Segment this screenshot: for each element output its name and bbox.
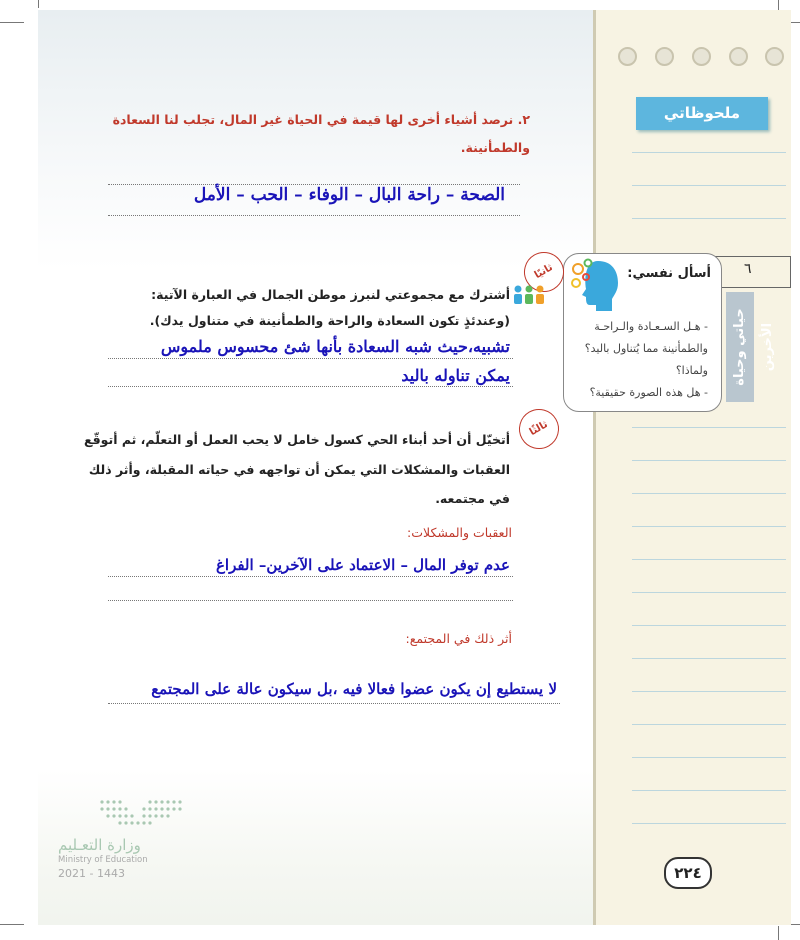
binder-hole	[692, 47, 711, 66]
obstacles-label: العقبات والمشكلات:	[407, 525, 512, 540]
notebook-line	[632, 427, 786, 428]
notebook-line	[632, 724, 786, 725]
effect-answer: لا يستطيع إن يكون عضوا فعالا فيه ،بل سيكون عالة على المجتمع	[151, 680, 557, 698]
binder-hole	[618, 47, 637, 66]
notebook-line	[632, 757, 786, 758]
notebook-line	[632, 592, 786, 593]
obstacles-answer: عدم توفر المال – الاعتماد على الآخرين– الفراغ	[215, 556, 510, 574]
section-thaniyan-answer-1: تشبيه،حيث شبه السعادة بأنها شئ محسوس ملموس	[160, 337, 510, 356]
notebook-line	[632, 823, 786, 824]
notebook-line	[632, 185, 786, 186]
section-thaniyan-quote: (وعندئذٍ تكون السعادة والراحة والطمأنينة في متناول يدك).	[149, 313, 510, 328]
answer-line	[108, 386, 513, 387]
ministry-logo	[96, 796, 188, 830]
section-thalithan-line3: في مجتمعه.	[435, 491, 510, 506]
notebook-line	[632, 526, 786, 527]
self-ask-item: - هل هذه الصورة حقيقية؟	[589, 386, 708, 399]
notebook-line	[632, 658, 786, 659]
answer-line	[108, 600, 513, 601]
notebook-line	[632, 218, 786, 219]
answer-line	[108, 215, 520, 216]
crop-mark	[0, 924, 24, 925]
effect-label: أثر ذلك في المجتمع:	[405, 631, 512, 646]
crop-mark	[38, 0, 39, 8]
section-badge-thalithan: ثالثًا	[512, 402, 567, 457]
self-ask-item: والطمأنينة مما يُتناول باليد؟	[584, 342, 708, 355]
group-work-icon	[512, 284, 546, 306]
unit-side-ribbon	[726, 292, 775, 402]
crop-mark	[0, 22, 24, 23]
section-thaniyan-prompt: أشترك مع مجموعتي لنبرز موطن الجمال في العبارة الآتية:	[151, 287, 510, 302]
crop-mark	[778, 926, 779, 940]
section-thalithan-line1: أتخيّل أن أحد أبناء الحي كسول خامل لا يحب العمل أو التعلّم، ثم أتوقّع	[83, 432, 510, 447]
notebook-line	[632, 790, 786, 791]
unit-ribbon-text: حياتي وحياة الأخرين	[732, 308, 775, 386]
ministry-name-arabic: وزارة التعـليم	[58, 836, 141, 854]
question-2-line2: والطمأنينة.	[460, 140, 530, 155]
binder-hole	[729, 47, 748, 66]
notebook-line	[632, 625, 786, 626]
notes-tab: ملحوظاتي	[636, 97, 768, 130]
notes-notebook	[593, 10, 791, 925]
section-badge-thaniyan: ثانيًا	[517, 245, 572, 300]
binder-hole	[655, 47, 674, 66]
ministry-name-english: Ministry of Education	[58, 855, 148, 865]
binder-hole	[765, 47, 784, 66]
section-thalithan-line2: العقبات والمشكلات التي يمكن أن تواجهه في حياته المقبلة، وأثر ذلك	[88, 462, 510, 477]
question-2-line1: ٢. نرصد أشياء أخرى لها قيمة في الحياة غير المال، تجلب لنا السعادة	[112, 112, 530, 127]
notebook-line	[632, 493, 786, 494]
lesson-number: ٦	[744, 261, 752, 277]
notebook-line	[632, 460, 786, 461]
page-number: ٢٢٤	[664, 857, 712, 889]
answer-line	[108, 703, 560, 704]
section-thaniyan-answer-2: يمكن تناوله باليد	[401, 366, 510, 385]
question-2-answer: الصحة – راحة البال – الوفاء – الحب – الأمل	[193, 185, 505, 205]
self-ask-item: ولماذا؟	[675, 364, 708, 377]
answer-line	[108, 576, 513, 577]
answer-line	[108, 358, 513, 359]
self-ask-item: - هـل السـعـادة والـراحـة	[594, 320, 708, 333]
ministry-year: 2021 - 1443	[58, 867, 125, 880]
notebook-line	[632, 559, 786, 560]
self-ask-title: أسأل نفسي:	[627, 266, 711, 281]
thinking-head-icon	[568, 257, 622, 315]
notebook-line	[632, 152, 786, 153]
notebook-line	[632, 691, 786, 692]
